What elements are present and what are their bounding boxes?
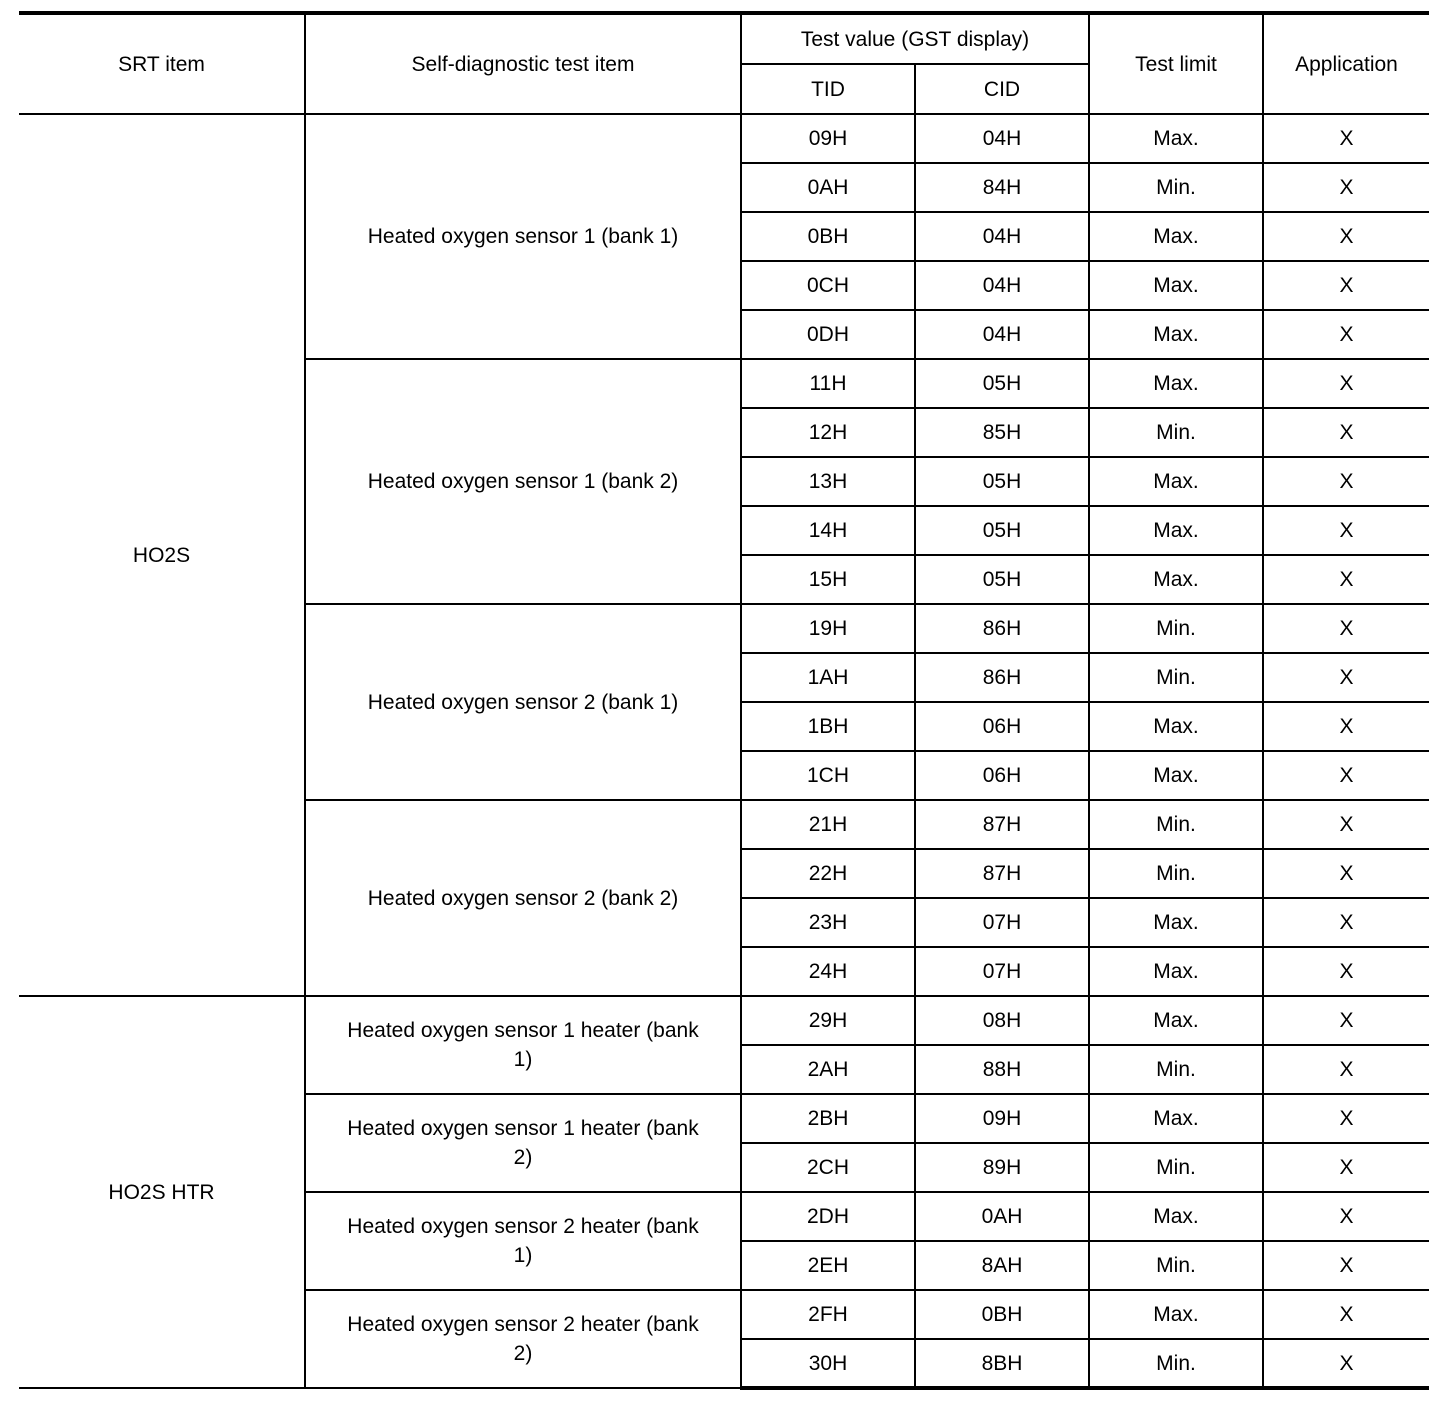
tid-cell: 2AH [741, 1045, 915, 1094]
cid-cell: 86H [915, 653, 1089, 702]
cid-cell: 09H [915, 1094, 1089, 1143]
table-row [19, 996, 1429, 1045]
header-test-value: Test value (GST display) [741, 13, 1089, 64]
table-header [19, 13, 1429, 114]
cid-cell: 06H [915, 702, 1089, 751]
application-cell: X [1263, 261, 1429, 310]
tid-cell: 14H [741, 506, 915, 555]
tid-cell: 09H [741, 114, 915, 163]
application-cell: X [1263, 1290, 1429, 1339]
application-cell: X [1263, 800, 1429, 849]
self-diagnostic-item-cell: Heated oxygen sensor 1 heater (bank 1) [305, 996, 741, 1094]
test-limit-cell: Min. [1089, 1143, 1263, 1192]
cid-cell: 87H [915, 800, 1089, 849]
test-limit-cell: Max. [1089, 310, 1263, 359]
cid-cell: 05H [915, 555, 1089, 604]
test-limit-cell: Max. [1089, 751, 1263, 800]
tid-cell: 0AH [741, 163, 915, 212]
tid-cell: 23H [741, 898, 915, 947]
application-cell: X [1263, 114, 1429, 163]
tid-cell: 2FH [741, 1290, 915, 1339]
cid-cell: 07H [915, 947, 1089, 996]
test-limit-cell: Min. [1089, 408, 1263, 457]
application-cell: X [1263, 996, 1429, 1045]
application-cell: X [1263, 653, 1429, 702]
header-test-limit: Test limit [1089, 13, 1263, 114]
tid-cell: 0CH [741, 261, 915, 310]
tid-cell: 1BH [741, 702, 915, 751]
self-diagnostic-item-cell: Heated oxygen sensor 2 heater (bank 1) [305, 1192, 741, 1290]
test-limit-cell: Max. [1089, 212, 1263, 261]
application-cell: X [1263, 506, 1429, 555]
cid-cell: 87H [915, 849, 1089, 898]
test-limit-cell: Min. [1089, 1045, 1263, 1094]
tid-cell: 13H [741, 457, 915, 506]
application-cell: X [1263, 555, 1429, 604]
tid-cell: 19H [741, 604, 915, 653]
test-limit-cell: Max. [1089, 506, 1263, 555]
application-cell: X [1263, 604, 1429, 653]
cid-cell: 04H [915, 310, 1089, 359]
tid-cell: 15H [741, 555, 915, 604]
test-limit-cell: Max. [1089, 555, 1263, 604]
application-cell: X [1263, 359, 1429, 408]
application-cell: X [1263, 163, 1429, 212]
header-row-1 [19, 13, 1429, 64]
application-cell: X [1263, 212, 1429, 261]
tid-cell: 29H [741, 996, 915, 1045]
tid-cell: 2BH [741, 1094, 915, 1143]
self-diagnostic-item-cell: Heated oxygen sensor 2 (bank 1) [305, 604, 741, 800]
test-limit-cell: Max. [1089, 261, 1263, 310]
self-diagnostic-item-cell: Heated oxygen sensor 1 (bank 1) [305, 114, 741, 359]
application-cell: X [1263, 947, 1429, 996]
tid-cell: 1CH [741, 751, 915, 800]
tid-cell: 12H [741, 408, 915, 457]
test-limit-cell: Max. [1089, 996, 1263, 1045]
test-limit-cell: Max. [1089, 114, 1263, 163]
cid-cell: 0AH [915, 1192, 1089, 1241]
header-application: Application [1263, 13, 1429, 114]
application-cell: X [1263, 849, 1429, 898]
cid-cell: 04H [915, 261, 1089, 310]
table-body [19, 114, 1429, 1388]
cid-cell: 89H [915, 1143, 1089, 1192]
test-limit-cell: Max. [1089, 702, 1263, 751]
application-cell: X [1263, 1045, 1429, 1094]
tid-cell: 0DH [741, 310, 915, 359]
tid-cell: 22H [741, 849, 915, 898]
application-cell: X [1263, 1192, 1429, 1241]
self-diagnostic-item-cell: Heated oxygen sensor 2 (bank 2) [305, 800, 741, 996]
test-limit-cell: Max. [1089, 1192, 1263, 1241]
cid-cell: 04H [915, 114, 1089, 163]
tid-cell: 2CH [741, 1143, 915, 1192]
test-limit-cell: Max. [1089, 1290, 1263, 1339]
tid-cell: 1AH [741, 653, 915, 702]
tid-cell: 30H [741, 1339, 915, 1388]
application-cell: X [1263, 1339, 1429, 1388]
cid-cell: 86H [915, 604, 1089, 653]
test-limit-cell: Max. [1089, 457, 1263, 506]
application-cell: X [1263, 702, 1429, 751]
tid-cell: 21H [741, 800, 915, 849]
cid-cell: 0BH [915, 1290, 1089, 1339]
srt-item-cell: HO2S [19, 114, 305, 996]
application-cell: X [1263, 751, 1429, 800]
test-limit-cell: Max. [1089, 898, 1263, 947]
cid-cell: 05H [915, 359, 1089, 408]
test-limit-cell: Min. [1089, 163, 1263, 212]
test-limit-cell: Min. [1089, 653, 1263, 702]
test-limit-cell: Min. [1089, 1339, 1263, 1388]
self-diagnostic-item-cell: Heated oxygen sensor 2 heater (bank 2) [305, 1290, 741, 1388]
cid-cell: 8AH [915, 1241, 1089, 1290]
self-diagnostic-item-cell: Heated oxygen sensor 1 (bank 2) [305, 359, 741, 604]
test-limit-cell: Max. [1089, 1094, 1263, 1143]
cid-cell: 07H [915, 898, 1089, 947]
test-limit-cell: Min. [1089, 849, 1263, 898]
cid-cell: 08H [915, 996, 1089, 1045]
application-cell: X [1263, 898, 1429, 947]
application-cell: X [1263, 457, 1429, 506]
table-row [19, 114, 1429, 163]
test-limit-cell: Min. [1089, 604, 1263, 653]
cid-cell: 85H [915, 408, 1089, 457]
tid-cell: 24H [741, 947, 915, 996]
header-srt-item: SRT item [19, 13, 305, 114]
tid-cell: 0BH [741, 212, 915, 261]
header-self-diagnostic-test-item: Self-diagnostic test item [305, 13, 741, 114]
application-cell: X [1263, 1241, 1429, 1290]
application-cell: X [1263, 1143, 1429, 1192]
header-cid: CID [915, 64, 1089, 114]
cid-cell: 06H [915, 751, 1089, 800]
test-limit-cell: Min. [1089, 1241, 1263, 1290]
cid-cell: 04H [915, 212, 1089, 261]
application-cell: X [1263, 310, 1429, 359]
cid-cell: 8BH [915, 1339, 1089, 1388]
application-cell: X [1263, 1094, 1429, 1143]
cid-cell: 88H [915, 1045, 1089, 1094]
tid-cell: 2EH [741, 1241, 915, 1290]
srt-item-cell: HO2S HTR [19, 996, 305, 1388]
application-cell: X [1263, 408, 1429, 457]
tid-cell: 11H [741, 359, 915, 408]
test-limit-cell: Max. [1089, 947, 1263, 996]
test-limit-cell: Max. [1089, 359, 1263, 408]
cid-cell: 05H [915, 457, 1089, 506]
header-tid: TID [741, 64, 915, 114]
self-diagnostic-item-cell: Heated oxygen sensor 1 heater (bank 2) [305, 1094, 741, 1192]
cid-cell: 05H [915, 506, 1089, 555]
test-limit-cell: Min. [1089, 800, 1263, 849]
tid-cell: 2DH [741, 1192, 915, 1241]
cid-cell: 84H [915, 163, 1089, 212]
srt-test-table [19, 11, 1429, 1390]
